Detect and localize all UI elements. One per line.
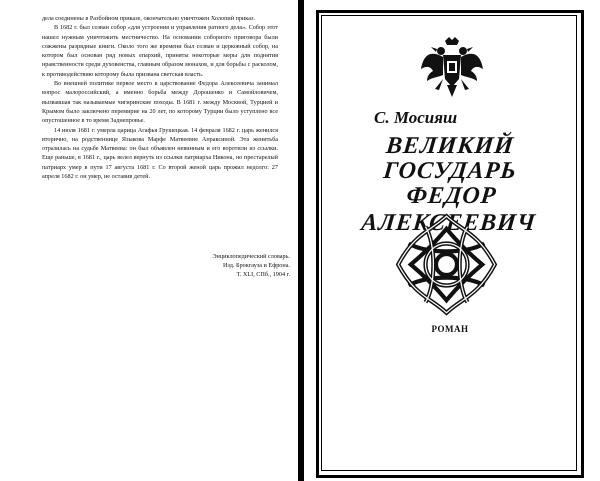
author-name: С. Мосияш [374,108,458,127]
book-title-line: ВЕЛИКИЙ [384,133,516,159]
double-headed-eagle-icon [419,35,485,101]
book-title-line: ФЕДОР АЛЕКСЕЕВИЧ [360,183,538,236]
right-page [304,0,600,481]
celtic-knot-ornament-icon [394,212,499,317]
body-text [42,14,278,181]
paragraph: дела соединены в Разбойном приказе, окончательно уничтожен Холопий приказ. [42,15,255,22]
genre-label: РОМАН [431,324,469,334]
citation-line: Т. XLI, СПб., 1904 г. [236,271,290,279]
paragraph: В 1682 г. был созван собор «для устроения и управления ратного дела». Собор этот нашел нужным уничтожить местничество. На основании соборного приговора были сожжены разрядные книги. Около того же времени был созван и церковный собор, на котором был основан ряд новых епархий, приняты некоторые меры для поднятия нравственности среди духовенства, главным образом монахов, и для борьбы с расколом, к противодействию которому была призвана светская власть. [42,24,278,78]
citation-line: Энциклопедический словарь. [212,253,290,260]
citation-line: Изд. Брокгауза и Ефрона. [222,262,290,270]
paragraph: Во внешней политике первое место в царствование Федора Алексеевича занимал вопрос малороссийский, а именно борьба между Дорошенко и Самойловичем, вызвавшая так называемые чигиринские походы. В 1681 г. между Москвой, Турцией и Крымом было заключено перемирие на 20 лет, по которому Турции было уступлено все опустошенное в то время Заднепровье. [42,80,278,125]
citation [170,252,290,280]
book-title-line: ГОСУДАРЬ [382,158,519,184]
paragraph: 14 июля 1681 г. умерла царица Агафья Грушецкая. 14 февраля 1682 г. царь женился вторично, на родственнице Языкова Марфе Матвеевне Апраксиной. Эта женитьба отразилась на судьбе Матвеева: он был объявлен невинным и его воротили из ссылки. Еще раньше, в 1681 г., царь велел вернуть из ссылки патриарха Никона, но престарелый патриарх умер в пути 17 августа 1681 г. Со второй женой царь прожил недолго: 27 апреля 1682 г. он умер, не оставив детей. [42,126,278,181]
